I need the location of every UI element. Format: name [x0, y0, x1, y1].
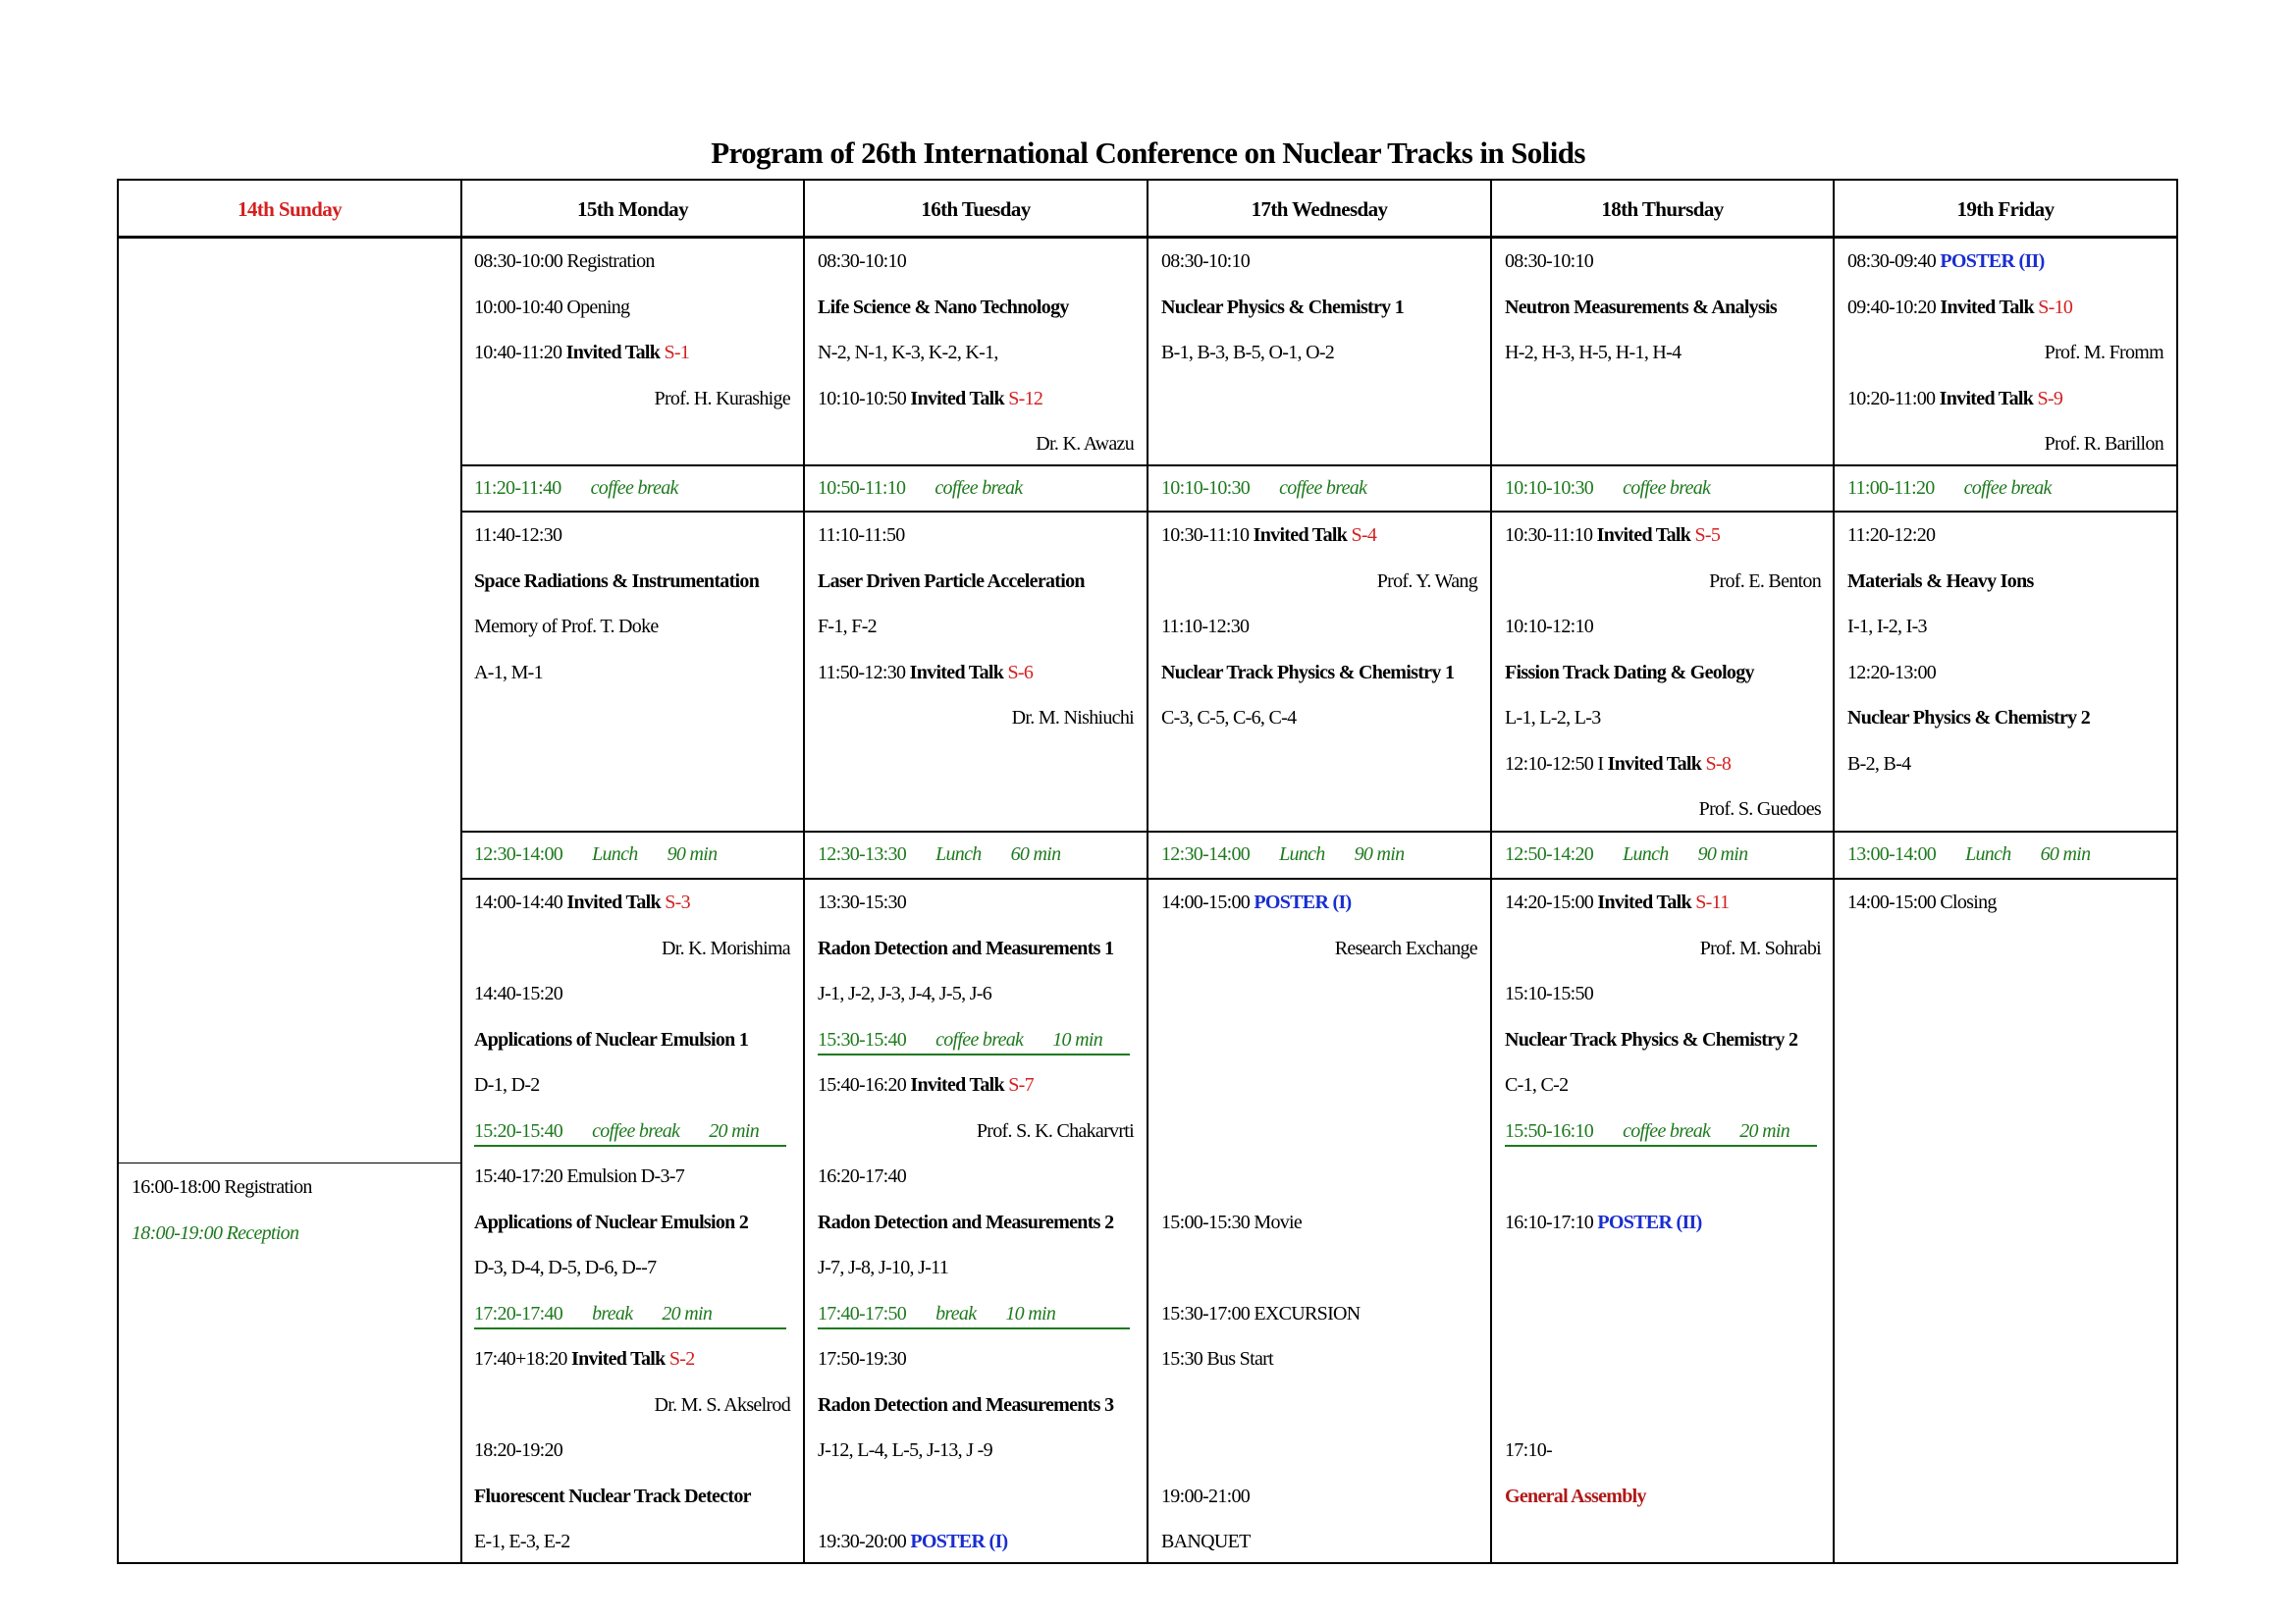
paper-codes: B-2, B-4 [1847, 752, 1911, 775]
tuesday-lunch [818, 832, 1134, 878]
talk-code: S-10 [2038, 296, 2073, 318]
session-title: Applications of Nuclear Emulsion 1 [474, 1028, 749, 1051]
talk-code: S-7 [1008, 1074, 1034, 1096]
talk-time: 10:30-11:10 [1161, 524, 1254, 546]
poster-label: POSTER (I) [910, 1531, 1008, 1552]
speaker-name: Prof. H. Kurashige [654, 387, 790, 409]
invited-talk [1505, 513, 1821, 559]
session-time: 15:40-17:20 Emulsion D-3-7 [474, 1165, 685, 1187]
invited-talk [1505, 880, 1821, 926]
header-tuesday: 16th Tuesday [921, 197, 1031, 221]
friday-coffee-break [1847, 465, 2163, 512]
paper-codes: N-2, N-1, K-3, K-2, K-1, [818, 342, 998, 363]
break-duration: 10 min [1052, 1028, 1103, 1051]
speaker-name: Dr. M. Nishiuchi [1011, 707, 1134, 729]
lunch-label: Lunch [1279, 843, 1325, 865]
paper-codes: C-3, C-5, C-6, C-4 [1161, 707, 1297, 729]
session-note: 15:30 Bus Start [1161, 1348, 1273, 1370]
break-duration: 20 min [1739, 1119, 1790, 1142]
invited-talk [818, 650, 1134, 696]
session-time: 11:10-11:50 [818, 524, 905, 546]
speaker-name: Dr. K. Morishima [661, 937, 790, 959]
session-note: Memory of Prof. T. Doke [474, 616, 659, 637]
speaker-name: Prof. S. K. Chakarvrti [976, 1119, 1134, 1142]
monday-lunch [474, 832, 790, 878]
session-time: 15:00-15:30 Movie [1161, 1211, 1303, 1233]
paper-codes: D-1, D-2 [474, 1074, 540, 1096]
break-duration: 20 min [662, 1302, 713, 1325]
poster-label: POSTER (I) [1254, 892, 1352, 913]
invited-talk [1505, 741, 1821, 787]
session-time: 15:30-17:00 EXCURSION [1161, 1302, 1361, 1325]
talk-code: S-4 [1351, 524, 1377, 546]
poster-time: 19:30-20:00 [818, 1531, 911, 1552]
paper-codes: J-12, L-4, L-5, J-13, J -9 [818, 1439, 992, 1461]
talk-time: 17:40+18:20 [474, 1348, 571, 1370]
wednesday-midday-cell [1161, 513, 1477, 741]
break-label: coffee break [1279, 477, 1367, 499]
page-title: Program of 26th International Conference on Nuclear Tracks in Solids [711, 135, 1585, 170]
session-time: 17:50-19:30 [818, 1348, 907, 1370]
session-note: Research Exchange [1334, 937, 1477, 959]
lunch-label: Lunch [1623, 843, 1669, 865]
invited-talk [474, 880, 790, 926]
friday-afternoon-cell [1847, 880, 2163, 926]
paper-codes: I-1, I-2, I-3 [1847, 616, 1927, 637]
lunch-duration: 90 min [667, 843, 718, 865]
column-divider [1147, 179, 1148, 1564]
session-title: Nuclear Track Physics & Chemistry 2 [1505, 1028, 1798, 1051]
session-time: 08:30-10:10 [1505, 250, 1594, 272]
session-title: Neutron Measurements & Analysis [1505, 296, 1778, 318]
session-time: 10:10-12:10 [1505, 616, 1594, 637]
session-time: 11:40-12:30 [474, 524, 562, 546]
header-friday: 19th Friday [1956, 197, 2055, 221]
general-assembly: General Assembly [1505, 1485, 1646, 1507]
paper-codes: A-1, M-1 [474, 661, 543, 683]
thursday-afternoon-cell [1505, 880, 1821, 1519]
session-time: 08:30-10:10 [818, 250, 907, 272]
thursday-midday-cell [1505, 513, 1821, 833]
break-label: coffee break [1623, 477, 1711, 499]
speaker-name: Prof. Y. Wang [1376, 569, 1477, 592]
sunday-reception: 18:00-19:00 Reception [132, 1221, 299, 1244]
speaker-name: Dr. K. Awazu [1036, 433, 1134, 455]
column-divider [1833, 179, 1835, 1564]
monday-midday-cell [474, 513, 790, 695]
table-border-left [117, 179, 119, 1564]
poster-session [1847, 239, 2163, 285]
lunch-time: 12:30-13:30 [818, 843, 907, 865]
speaker-name: Dr. M. S. Akselrod [654, 1393, 790, 1416]
talk-time: 11:50-12:30 [818, 661, 910, 683]
wednesday-afternoon-cell [1161, 880, 1477, 1565]
friday-lunch [1847, 832, 2163, 878]
paper-codes: J-7, J-8, J-10, J-11 [818, 1257, 949, 1278]
poster-session [1161, 880, 1477, 926]
invited-talk [818, 1062, 1134, 1109]
monday-morning-cell [474, 239, 790, 421]
session-title: Space Radiations & Instrumentation [474, 569, 760, 592]
break-time: 11:00-11:20 [1847, 477, 1935, 499]
session-title: Nuclear Track Physics & Chemistry 1 [1161, 661, 1455, 683]
tuesday-morning-cell [818, 239, 1134, 467]
invited-talk [818, 376, 1134, 422]
session-title: Nuclear Physics & Chemistry 2 [1847, 707, 2091, 729]
thursday-lunch [1505, 832, 1821, 878]
poster-time: 14:00-15:00 [1161, 892, 1255, 913]
break-label: coffee break [590, 477, 678, 499]
lunch-label: Lunch [592, 843, 638, 865]
table-border-right [2176, 179, 2178, 1564]
break-time: 10:10-10:30 [1161, 477, 1251, 499]
poster-time: 08:30-09:40 [1847, 250, 1941, 272]
break-time: 17:40-17:50 [818, 1302, 907, 1325]
lunch-time: 13:00-14:00 [1847, 843, 1937, 865]
friday-midday-cell [1847, 513, 2163, 786]
session-time: 11:20-12:20 [1847, 524, 1936, 546]
monday-afternoon-cell [474, 880, 790, 1565]
wednesday-morning-cell [1161, 239, 1477, 376]
break-time: 15:20-15:40 [474, 1119, 563, 1142]
header-monday: 15th Monday [576, 197, 688, 221]
break-label: coffee break [935, 1028, 1024, 1051]
speaker-name: Prof. E. Benton [1709, 569, 1821, 592]
tuesday-afternoon-cell [818, 880, 1134, 1565]
lunch-label: Lunch [1965, 843, 2011, 865]
session-title: BANQUET [1161, 1531, 1251, 1552]
session-title: Fluorescent Nuclear Track Detector [474, 1485, 751, 1507]
session-time: 15:10-15:50 [1505, 983, 1594, 1004]
session-title: Radon Detection and Measurements 2 [818, 1211, 1114, 1233]
talk-time: 10:10-10:50 [818, 387, 911, 409]
talk-time: 10:20-11:00 [1847, 387, 1940, 409]
break-time: 17:20-17:40 [474, 1302, 563, 1325]
talk-code: S-5 [1694, 524, 1721, 546]
talk-code: S-12 [1008, 387, 1043, 409]
header-wednesday: 17th Wednesday [1251, 197, 1388, 221]
monday-coffee-break [474, 465, 790, 512]
break-label: break [592, 1302, 633, 1325]
paper-codes: J-1, J-2, J-3, J-4, J-5, J-6 [818, 983, 992, 1004]
invited-talk [474, 1336, 790, 1382]
break-label: coffee break [934, 477, 1023, 499]
break-label: break [935, 1302, 977, 1325]
session-title: Fission Track Dating & Geology [1505, 661, 1754, 683]
invited-talk-label: Invited Talk [909, 661, 1008, 683]
break-label: coffee break [1963, 477, 2052, 499]
speaker-name: Prof. R. Barillon [2044, 433, 2163, 455]
invited-talk [474, 330, 790, 376]
header-sunday: 14th Sunday [237, 197, 343, 221]
invited-talk-label: Invited Talk [571, 1348, 669, 1370]
wednesday-lunch [1161, 832, 1477, 878]
lunch-duration: 90 min [1697, 843, 1748, 865]
talk-code: S-1 [664, 342, 690, 363]
break-label: coffee break [592, 1119, 680, 1142]
session-time: 16:20-17:40 [818, 1165, 907, 1187]
poster-time: 16:10-17:10 [1505, 1211, 1598, 1233]
break-time: 10:50-11:10 [818, 477, 906, 499]
break-time: 15:30-15:40 [818, 1028, 907, 1051]
invited-talk-label: Invited Talk [1596, 524, 1695, 546]
header-thursday: 18th Thursday [1601, 197, 1724, 221]
break-time: 10:10-10:30 [1505, 477, 1594, 499]
talk-time: 09:40-10:20 [1847, 296, 1941, 318]
talk-code: S-6 [1007, 661, 1034, 683]
talk-time: 14:20-15:00 [1505, 892, 1598, 913]
invited-talk-label: Invited Talk [910, 1074, 1009, 1096]
sunday-registration: 16:00-18:00 Registration [132, 1176, 312, 1198]
paper-codes: C-1, C-2 [1505, 1074, 1569, 1096]
session-time: 11:10-12:30 [1161, 616, 1250, 637]
session-time: 08:30-10:10 [1161, 250, 1251, 272]
break-label: coffee break [1623, 1119, 1711, 1142]
session-time: 14:40-15:20 [474, 983, 563, 1004]
session-title: Radon Detection and Measurements 1 [818, 937, 1114, 959]
session-title: Radon Detection and Measurements 3 [818, 1393, 1114, 1416]
poster-session [1505, 1200, 1821, 1246]
talk-time: 14:00-14:40 [474, 892, 567, 913]
session-time: 14:00-15:00 Closing [1847, 892, 1997, 913]
session-time: 18:20-19:20 [474, 1439, 563, 1461]
lunch-duration: 90 min [1354, 843, 1405, 865]
lunch-time: 12:30-14:00 [1161, 843, 1251, 865]
lunch-time: 12:50-14:20 [1505, 843, 1594, 865]
invited-talk [1161, 513, 1477, 559]
session-title: Materials & Heavy Ions [1847, 569, 2034, 592]
tuesday-coffee-break [818, 465, 1134, 512]
column-divider [1490, 179, 1492, 1564]
paper-codes: H-2, H-3, H-5, H-1, H-4 [1505, 342, 1682, 363]
invited-talk-label: Invited Talk [566, 892, 666, 913]
speaker-name: Prof. M. Sohrabi [1699, 937, 1821, 959]
session-title: Nuclear Physics & Chemistry 1 [1161, 296, 1405, 318]
talk-code: S-3 [665, 892, 690, 913]
lunch-label: Lunch [935, 843, 982, 865]
poster-session [818, 1519, 1134, 1565]
invited-talk-label: Invited Talk [1940, 296, 2039, 318]
speaker-name: Prof. M. Fromm [2044, 342, 2163, 363]
paper-codes: B-1, B-3, B-5, O-1, O-2 [1161, 342, 1335, 363]
paper-codes: E-1, E-3, E-2 [474, 1531, 570, 1552]
session-title: Life Science & Nano Technology [818, 296, 1069, 318]
column-divider [803, 179, 805, 1564]
invited-talk-label: Invited Talk [910, 387, 1009, 409]
break-time: 11:20-11:40 [474, 477, 561, 499]
break-duration: 20 min [709, 1119, 760, 1142]
break-duration: 10 min [1005, 1302, 1056, 1325]
sunday-evening-cell [132, 1164, 451, 1256]
talk-time: 10:40-11:20 [474, 342, 566, 363]
tuesday-midday-cell [818, 513, 1134, 741]
lunch-time: 12:30-14:00 [474, 843, 563, 865]
talk-code: S-9 [2037, 387, 2063, 409]
paper-codes: D-3, D-4, D-5, D-6, D--7 [474, 1257, 657, 1278]
poster-label: POSTER (II) [1940, 250, 2045, 272]
invited-talk-label: Invited Talk [1607, 752, 1706, 775]
paper-codes: F-1, F-2 [818, 616, 877, 637]
column-divider [460, 179, 462, 1564]
talk-code: S-8 [1705, 752, 1732, 775]
session-time: 12:20-13:00 [1847, 661, 1937, 683]
paper-codes: L-1, L-2, L-3 [1505, 707, 1601, 729]
break-time: 15:50-16:10 [1505, 1119, 1594, 1142]
session-time: 13:30-15:30 [818, 892, 907, 913]
talk-time: 12:10-12:50 I [1505, 752, 1608, 775]
talk-code: S-11 [1695, 892, 1730, 913]
invited-talk-label: Invited Talk [1253, 524, 1352, 546]
session-title: Applications of Nuclear Emulsion 2 [474, 1211, 749, 1233]
session-time: 19:00-21:00 [1161, 1485, 1251, 1507]
poster-label: POSTER (II) [1597, 1211, 1702, 1233]
session-time: 17:10- [1505, 1439, 1553, 1461]
invited-talk-label: Invited Talk [1597, 892, 1696, 913]
talk-code: S-2 [668, 1348, 695, 1370]
talk-time: 10:30-11:10 [1505, 524, 1597, 546]
wednesday-coffee-break [1161, 465, 1477, 512]
session-title: Laser Driven Particle Acceleration [818, 569, 1085, 592]
invited-talk-label: Invited Talk [565, 342, 665, 363]
lunch-duration: 60 min [2040, 843, 2091, 865]
speaker-name: Prof. S. Guedoes [1698, 798, 1821, 820]
invited-talk-label: Invited Talk [1939, 387, 2038, 409]
session-time: 08:30-10:00 Registration [474, 250, 655, 272]
invited-talk [1847, 376, 2163, 422]
session-time: 10:00-10:40 Opening [474, 296, 630, 318]
talk-time: 15:40-16:20 [818, 1074, 911, 1096]
thursday-coffee-break [1505, 465, 1821, 512]
invited-talk [1847, 285, 2163, 331]
thursday-morning-cell [1505, 239, 1821, 376]
lunch-duration: 60 min [1010, 843, 1061, 865]
friday-morning-cell [1847, 239, 2163, 467]
